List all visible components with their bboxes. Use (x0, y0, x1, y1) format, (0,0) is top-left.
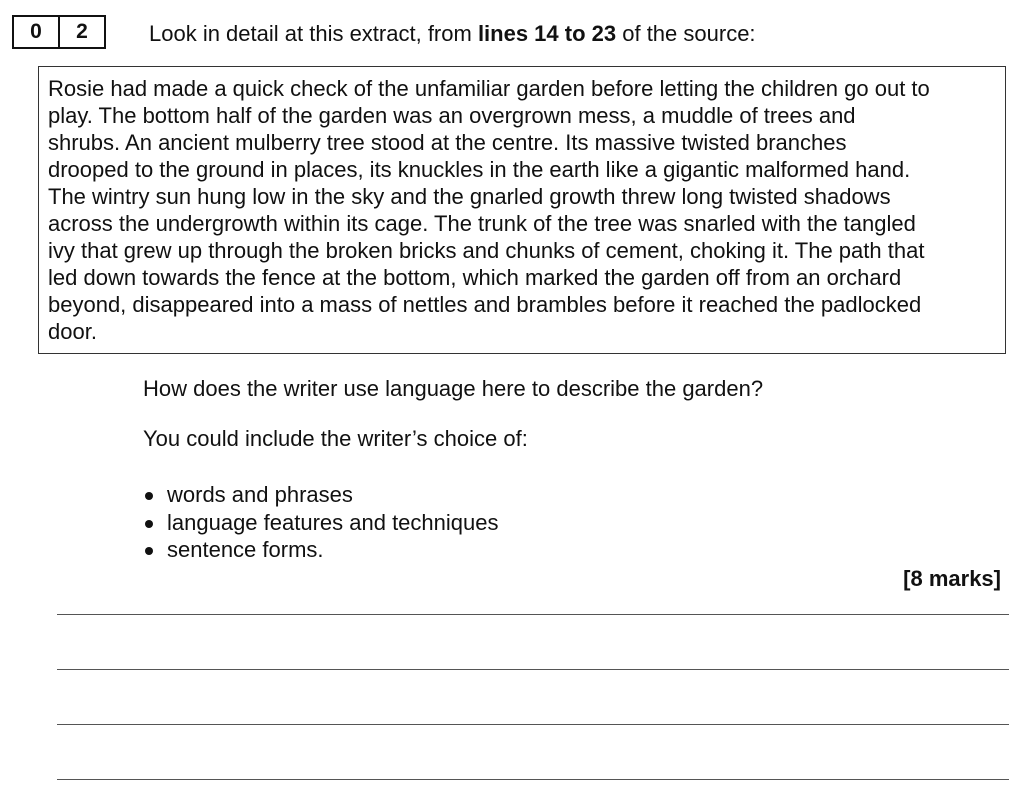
bullet-icon (145, 492, 153, 500)
extract-line: led down towards the fence at the bottom, which marked the garden off from an orchard (48, 265, 902, 290)
intro-line-range: lines 14 to 23 (477, 21, 617, 46)
guidance-bullet-list (143, 482, 498, 565)
answer-line[interactable] (57, 614, 1009, 615)
question-number-box (12, 15, 106, 49)
source-extract-box (38, 66, 1006, 354)
answer-line[interactable] (57, 779, 1009, 780)
intro-suffix: of the source: (616, 21, 756, 46)
bullet-item (143, 510, 498, 538)
question-intro (149, 21, 756, 47)
extract-line: door. (48, 319, 97, 344)
question-prompt: How does the writer use language here to describe the garden? (143, 376, 764, 401)
question-number-digit: 0 (30, 20, 42, 43)
answer-line[interactable] (57, 669, 1009, 670)
extract-line: shrubs. An ancient mulberry tree stood at the centre. Its massive twisted branches (48, 130, 847, 155)
bullet-item (143, 482, 498, 510)
extract-line: play. The bottom half of the garden was an overgrown mess, a muddle of trees and (48, 103, 856, 128)
marks-label: [8 marks] (903, 566, 1001, 591)
extract-line: The wintry sun hung low in the sky and the gnarled growth threw long twisted shadows (48, 184, 891, 209)
bullet-item (143, 537, 498, 565)
extract-line: drooped to the ground in places, its knuckles in the earth like a gigantic malformed hand. (48, 157, 911, 182)
bullet-text: sentence forms. (167, 537, 324, 562)
bullet-icon (145, 547, 153, 555)
extract-line: across the undergrowth within its cage. The trunk of the tree was snarled with the tangled (48, 211, 916, 236)
extract-line: beyond, disappeared into a mass of nettles and brambles before it reached the padlocked (48, 292, 922, 317)
extract-line: Rosie had made a quick check of the unfamiliar garden before letting the children go out to (48, 76, 930, 101)
question-number-digit: 2 (58, 17, 104, 47)
intro-prefix: Look in detail at this extract, from (149, 21, 478, 46)
bullet-icon (145, 520, 153, 528)
extract-line: ivy that grew up through the broken bricks and chunks of cement, choking it. The path that (48, 238, 925, 263)
bullet-text: language features and techniques (167, 509, 499, 535)
include-guidance: You could include the writer’s choice of: (143, 426, 528, 451)
bullet-text: words and phrases (167, 482, 353, 507)
answer-line[interactable] (57, 724, 1009, 725)
